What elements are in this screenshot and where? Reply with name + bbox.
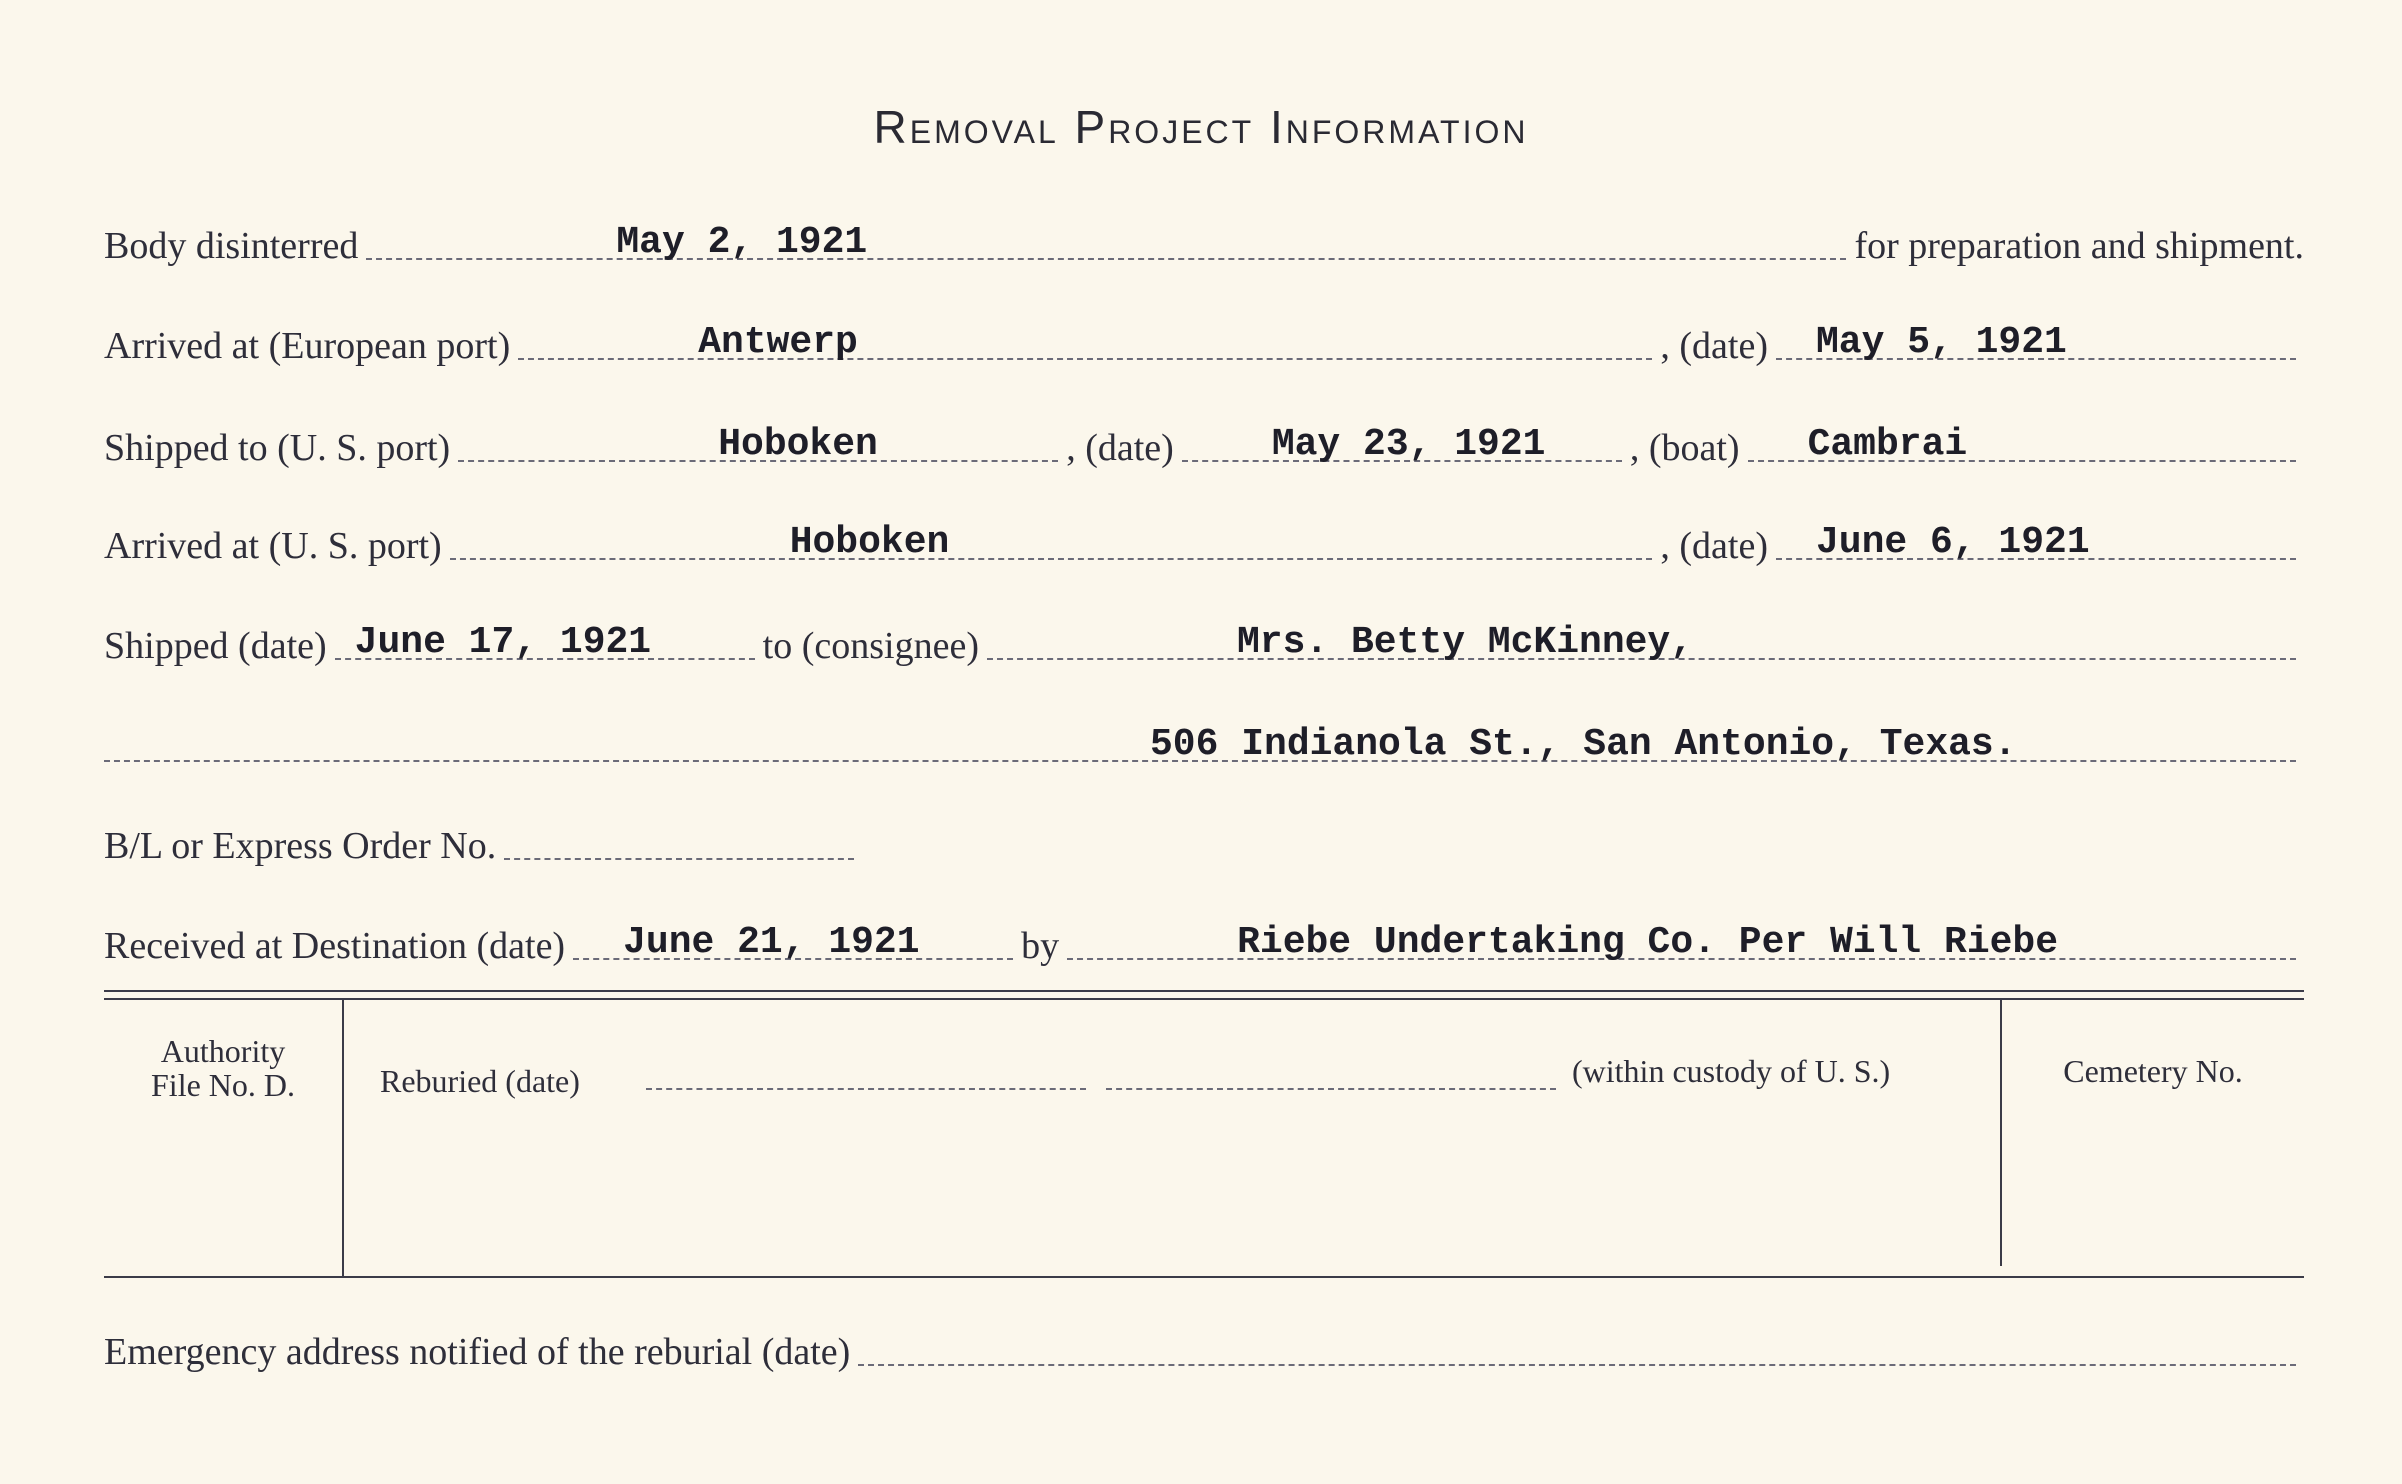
shipped-date-value: June 17, 1921 bbox=[354, 621, 652, 664]
emergency-label: Emergency address notified of the reburial (date) bbox=[104, 1331, 851, 1373]
disinterred-field[interactable] bbox=[366, 210, 1846, 264]
authority-column-rule bbox=[342, 1000, 344, 1276]
arrived-us-date-value: June 6, 1921 bbox=[1816, 521, 2090, 564]
shipped-us-label: Shipped to (U. S. port) bbox=[104, 427, 451, 469]
shipped-row bbox=[104, 610, 2304, 670]
arrived-us-port-field[interactable] bbox=[450, 510, 1653, 564]
shipped-us-port-field[interactable] bbox=[458, 412, 1058, 466]
reburied-extra-field[interactable] bbox=[1106, 1088, 1556, 1090]
bl-field[interactable] bbox=[504, 810, 854, 860]
received-row bbox=[104, 910, 2304, 970]
shipped-us-port-value: Hoboken bbox=[718, 423, 878, 466]
table-top-rule bbox=[104, 990, 2304, 992]
address-field[interactable] bbox=[104, 712, 2296, 766]
received-label: Received at Destination (date) bbox=[104, 925, 566, 967]
table-top-rule-inner bbox=[104, 998, 2304, 1000]
arrived-us-row bbox=[104, 510, 2304, 570]
arrived-us-date-label: , (date) bbox=[1660, 525, 1768, 567]
received-by-value: Riebe Undertaking Co. Per Will Riebe bbox=[1237, 921, 2059, 964]
shipped-us-date-value: May 23, 1921 bbox=[1271, 423, 1546, 466]
shipped-us-boat-label: , (boat) bbox=[1629, 427, 1740, 469]
emergency-row bbox=[104, 1316, 2304, 1376]
cemetery-column-rule bbox=[2000, 1000, 2002, 1266]
consignee-value: Mrs. Betty McKinney, bbox=[1236, 621, 1694, 664]
disinterred-row bbox=[104, 210, 2304, 270]
address-value: 506 Indianola St., San Antonio, Texas. bbox=[1150, 723, 2017, 766]
shipped-us-date-field[interactable] bbox=[1182, 412, 1622, 466]
shipped-us-row bbox=[104, 412, 2304, 472]
shipped-date-label: Shipped (date) bbox=[104, 625, 327, 667]
authority-label-line2: File No. D. bbox=[151, 1067, 295, 1103]
received-by-field[interactable] bbox=[1067, 910, 2296, 964]
arrived-eu-date-field[interactable] bbox=[1776, 310, 2296, 364]
arrived-us-date-field[interactable] bbox=[1776, 510, 2296, 564]
arrived-eu-port-value: Antwerp bbox=[698, 321, 858, 364]
arrived-eu-date-value: May 5, 1921 bbox=[1816, 321, 2067, 364]
arrived-us-label: Arrived at (U. S. port) bbox=[104, 525, 442, 567]
shipped-us-date-label: , (date) bbox=[1066, 427, 1174, 469]
page-title: Removal Project Information bbox=[873, 101, 1529, 153]
disinterred-value: May 2, 1921 bbox=[616, 221, 868, 264]
table-bottom-rule bbox=[104, 1276, 2304, 1278]
reburied-label: Reburied (date) bbox=[380, 1063, 580, 1099]
authority-label-line1: Authority bbox=[160, 1033, 286, 1069]
received-by-label: by bbox=[1021, 925, 1060, 967]
consignee-field[interactable] bbox=[987, 610, 2296, 664]
arrived-eu-date-label: , (date) bbox=[1660, 325, 1768, 367]
bl-label: B/L or Express Order No. bbox=[104, 825, 497, 867]
received-date-field[interactable] bbox=[573, 910, 1013, 964]
shipped-us-boat-field[interactable] bbox=[1748, 412, 2296, 466]
disinterred-suffix: for preparation and shipment. bbox=[1854, 225, 2304, 267]
emergency-date-field[interactable] bbox=[858, 1316, 2296, 1366]
reburied-date-field[interactable] bbox=[646, 1088, 1086, 1090]
shipped-us-boat-value: Cambrai bbox=[1807, 423, 1968, 466]
arrived-eu-label: Arrived at (European port) bbox=[104, 325, 511, 367]
bl-row bbox=[104, 810, 2304, 870]
address-row bbox=[104, 712, 2304, 772]
arrived-eu-row bbox=[104, 310, 2304, 370]
cemetery-label: Cemetery No. bbox=[2063, 1053, 2243, 1089]
received-date-value: June 21, 1921 bbox=[623, 921, 920, 964]
shipped-date-field[interactable] bbox=[335, 610, 755, 664]
disinterred-label: Body disinterred bbox=[104, 225, 359, 267]
custody-label: (within custody of U. S.) bbox=[1572, 1053, 1891, 1089]
arrived-us-port-value: Hoboken bbox=[789, 521, 950, 564]
arrived-eu-port-field[interactable] bbox=[518, 310, 1652, 364]
consignee-label: to (consignee) bbox=[762, 625, 979, 667]
